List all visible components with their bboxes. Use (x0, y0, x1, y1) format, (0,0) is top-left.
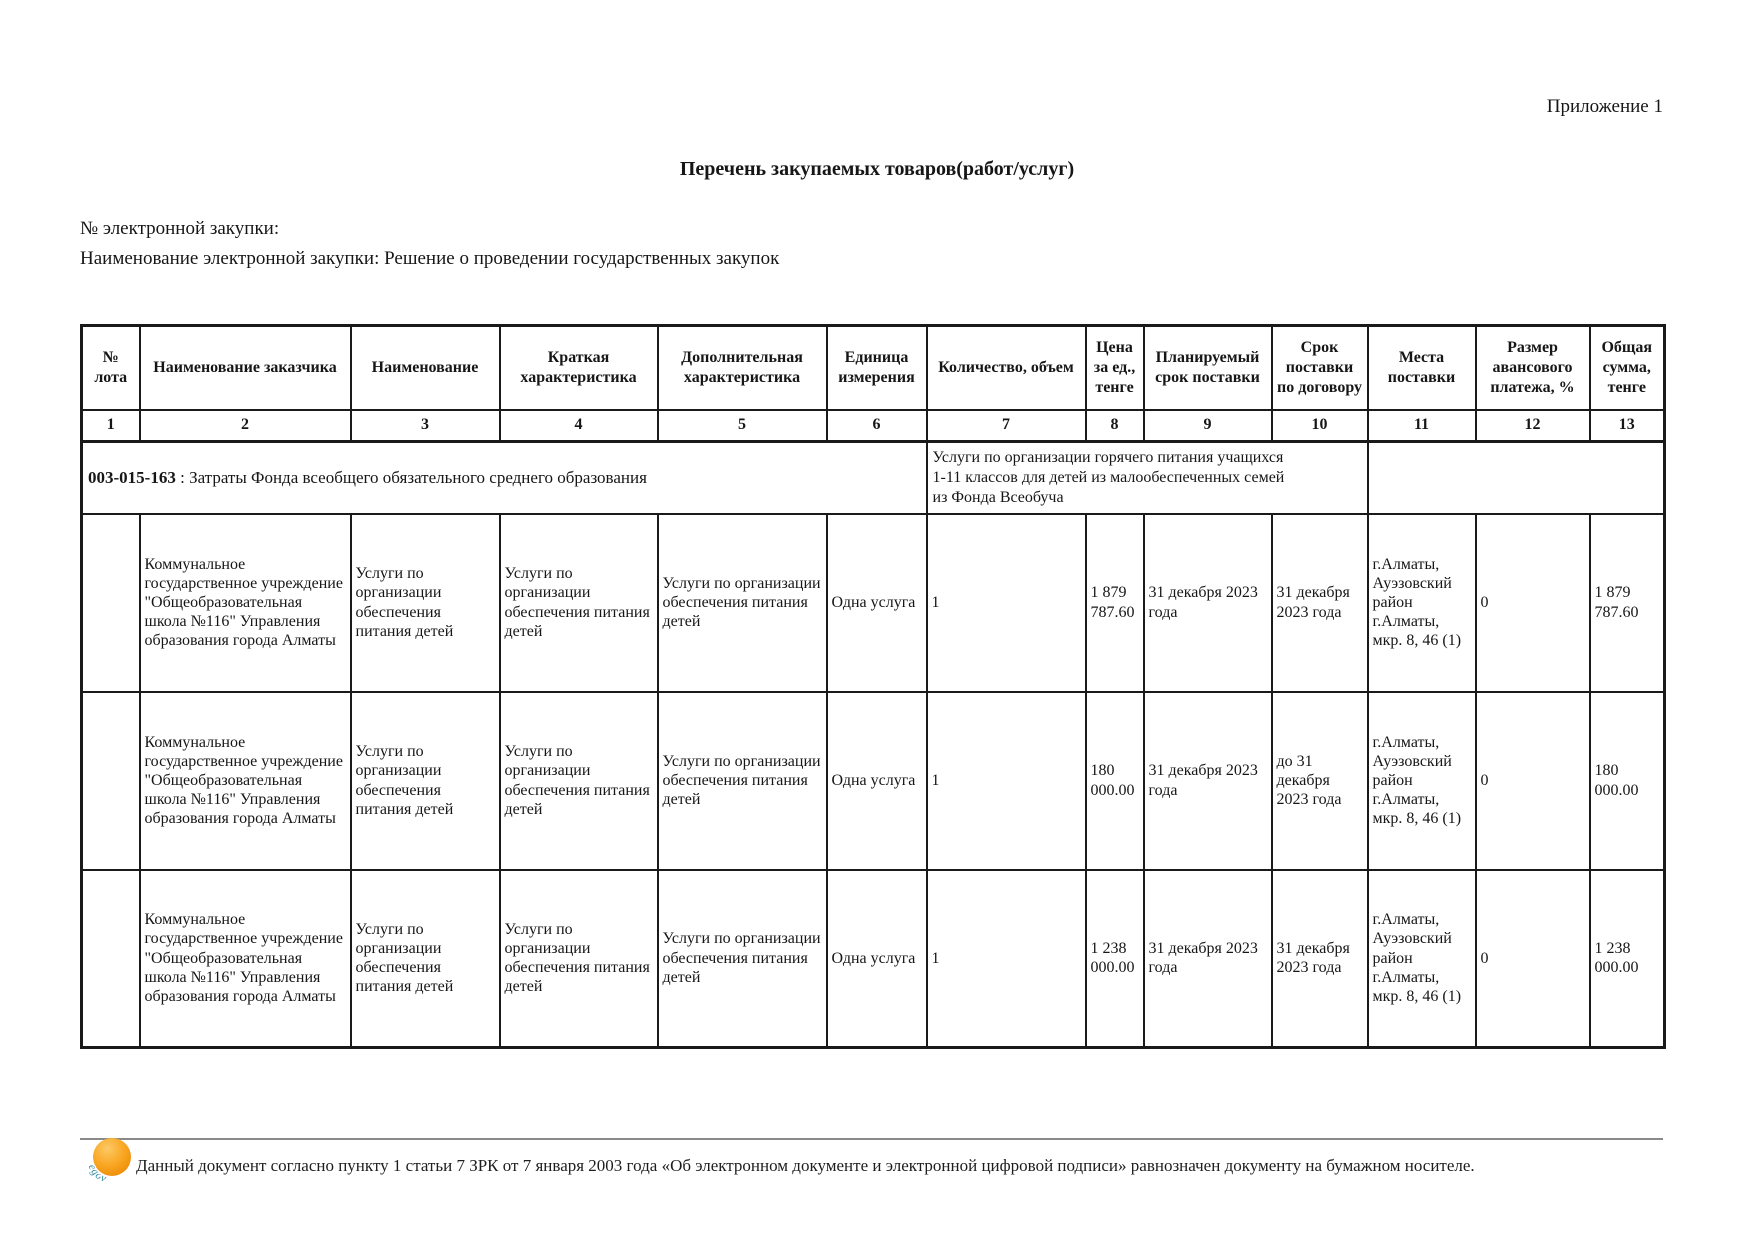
header-planned-term: Планируемый срок поставки (1144, 326, 1272, 410)
cell-customer: Коммунальное государственное учреждение "Общеобразовательная школа №116" Управления образования города Алматы (140, 692, 351, 870)
header-unit-price: Цена за ед., тенге (1086, 326, 1144, 410)
cell-customer: Коммунальное государственное учреждение "Общеобразовательная школа №116" Управления образования города Алматы (140, 870, 351, 1048)
cell-lot-no (82, 870, 140, 1048)
header-quantity: Количество, объем (927, 326, 1086, 410)
cell-name: Услуги по организации обеспечения питания детей (351, 870, 500, 1048)
cell-planned-term: 31 декабря 2023 года (1144, 514, 1272, 692)
lot-group-empty-cell (1368, 442, 1665, 514)
header-add-desc: Дополнительная характеристика (658, 326, 827, 410)
header-short-desc: Краткая характеристика (500, 326, 658, 410)
col-number: 7 (927, 410, 1086, 442)
footer-divider (80, 1138, 1663, 1140)
col-number: 1 (82, 410, 140, 442)
cell-unit-price: 180 000.00 (1086, 692, 1144, 870)
cell-total-sum: 180 000.00 (1590, 692, 1665, 870)
col-number: 5 (658, 410, 827, 442)
cell-delivery-place: г.Алматы, Ауэзовский район г.Алматы, мкр. 8, 46 (1) (1368, 870, 1476, 1048)
col-number: 10 (1272, 410, 1368, 442)
col-number: 4 (500, 410, 658, 442)
page-title: Перечень закупаемых товаров(работ/услуг) (679, 158, 1075, 180)
header-contract-term: Срок поставки по договору (1272, 326, 1368, 410)
appendix-label: Приложение 1 (1546, 96, 1663, 117)
cell-quantity: 1 (927, 870, 1086, 1048)
cell-total-sum: 1 238 000.00 (1590, 870, 1665, 1048)
header-total-sum: Общая сумма, тенге (1590, 326, 1665, 410)
lot-separator: : (175, 467, 190, 487)
cell-add-desc: Услуги по организации обеспечения питания детей (658, 514, 827, 692)
lot-description: Затраты Фонда всеобщего обязательного среднего образования (189, 467, 647, 487)
col-number: 9 (1144, 410, 1272, 442)
lot-service-summary-cell (927, 442, 1368, 514)
header-name: Наименование (351, 326, 500, 410)
cell-short-desc: Услуги по организации обеспечения питания детей (500, 870, 658, 1048)
col-number: 2 (140, 410, 351, 442)
cell-customer: Коммунальное государственное учреждение "Общеобразовательная школа №116" Управления образования города Алматы (140, 514, 351, 692)
table-header-row (82, 326, 1665, 410)
cell-delivery-place: г.Алматы, Ауэзовский район г.Алматы, мкр. 8, 46 (1) (1368, 692, 1476, 870)
lot-service-summary: Услуги по организации горячего питания учащихся 1-11 классов для детей из малообеспеченных семей из Фонда Всеобуча (932, 449, 1285, 506)
cell-unit-price: 1 238 000.00 (1086, 870, 1144, 1048)
cell-unit: Одна услуга (827, 692, 927, 870)
table-row (82, 514, 1665, 692)
header-advance-percent: Размер авансового платежа, % (1476, 326, 1590, 410)
svg-text:egov: egov (85, 1162, 109, 1186)
cell-name: Услуги по организации обеспечения питания детей (351, 692, 500, 870)
cell-advance-percent: 0 (1476, 514, 1590, 692)
cell-lot-no (82, 514, 140, 692)
header-lot-no: № лота (82, 326, 140, 410)
purchase-name-line: Наименование электронной закупки: Решение о проведении государственных закупок (80, 248, 780, 269)
header-unit: Единица измерения (827, 326, 927, 410)
cell-add-desc: Услуги по организации обеспечения питания детей (658, 692, 827, 870)
cell-quantity: 1 (927, 692, 1086, 870)
purchase-meta (80, 214, 779, 274)
cell-short-desc: Услуги по организации обеспечения питания детей (500, 514, 658, 692)
cell-contract-term: до 31 декабря 2023 года (1272, 692, 1368, 870)
procurement-table (80, 324, 1666, 1049)
header-delivery-place: Места поставки (1368, 326, 1476, 410)
cell-short-desc: Услуги по организации обеспечения питания детей (500, 692, 658, 870)
col-number: 3 (351, 410, 500, 442)
lot-group-row (82, 442, 1665, 514)
cell-name: Услуги по организации обеспечения питания детей (351, 514, 500, 692)
col-number: 8 (1086, 410, 1144, 442)
cell-advance-percent: 0 (1476, 870, 1590, 1048)
col-number: 11 (1368, 410, 1476, 442)
cell-unit-price: 1 879 787.60 (1086, 514, 1144, 692)
table-row (82, 692, 1665, 870)
cell-unit: Одна услуга (827, 870, 927, 1048)
col-number: 13 (1590, 410, 1665, 442)
header-customer: Наименование заказчика (140, 326, 351, 410)
egov-logo-icon (84, 1136, 134, 1188)
legal-note: Данный документ согласно пункту 1 статьи 7 ЗРК от 7 января 2003 года «Об электронном документе и электронной цифровой подписи» равнозначен документу на бумажном носителе. (136, 1156, 1475, 1175)
cell-contract-term: 31 декабря 2023 года (1272, 870, 1368, 1048)
cell-planned-term: 31 декабря 2023 года (1144, 870, 1272, 1048)
column-number-row (82, 410, 1665, 442)
table-row (82, 870, 1665, 1048)
cell-lot-no (82, 692, 140, 870)
lot-code: 003-015-163 (88, 467, 176, 487)
col-number: 6 (827, 410, 927, 442)
cell-planned-term: 31 декабря 2023 года (1144, 692, 1272, 870)
lot-group-cell (82, 442, 927, 514)
cell-quantity: 1 (927, 514, 1086, 692)
purchase-number-line: № электронной закупки: (80, 218, 280, 239)
cell-delivery-place: г.Алматы, Ауэзовский район г.Алматы, мкр. 8, 46 (1) (1368, 514, 1476, 692)
cell-total-sum: 1 879 787.60 (1590, 514, 1665, 692)
cell-advance-percent: 0 (1476, 692, 1590, 870)
cell-contract-term: 31 декабря 2023 года (1272, 514, 1368, 692)
cell-unit: Одна услуга (827, 514, 927, 692)
cell-add-desc: Услуги по организации обеспечения питания детей (658, 870, 827, 1048)
col-number: 12 (1476, 410, 1590, 442)
